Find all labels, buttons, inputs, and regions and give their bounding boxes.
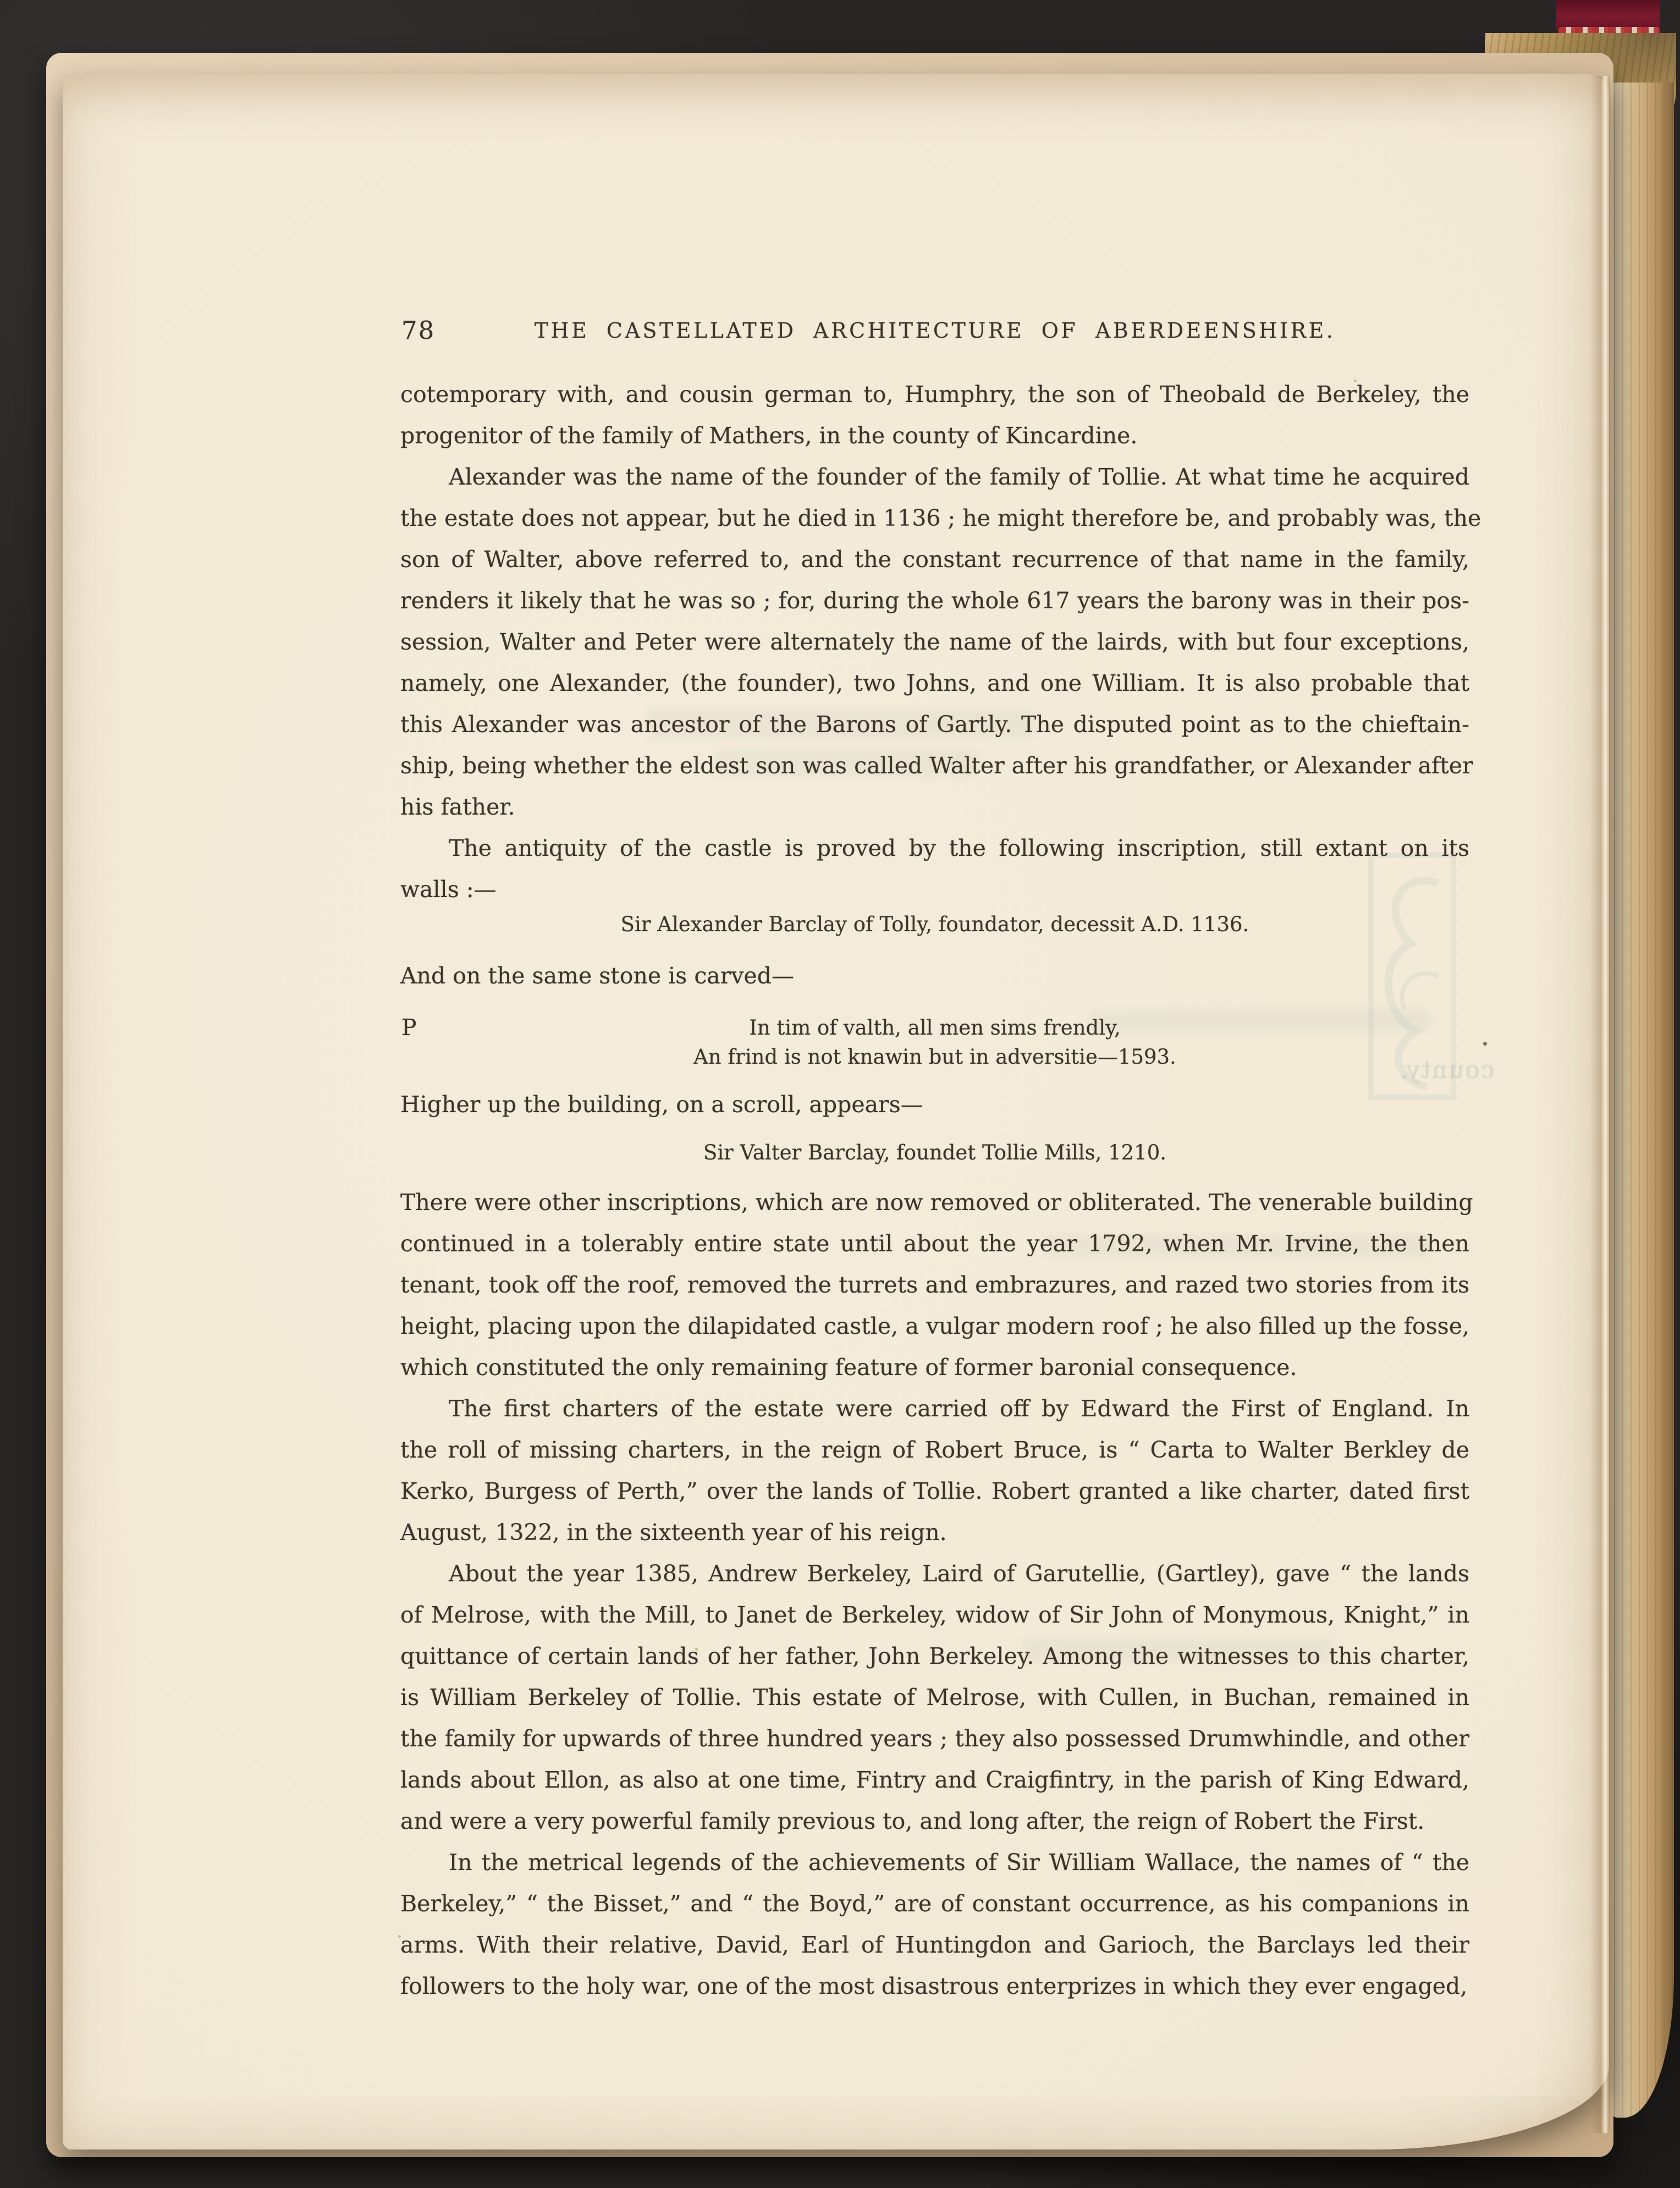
inscription-text: In tim of valth, all men sims frendly,	[749, 1016, 1121, 1040]
page-number: 78	[401, 316, 436, 345]
text-line: his father.	[400, 794, 515, 820]
running-title: THE CASTELLATED ARCHITECTURE OF ABERDEENSHIRE.	[534, 318, 1336, 343]
book-cover-cloth	[1556, 0, 1660, 30]
text-line: lands about Ellon, as also at one time, Fintry and Craigfintry, in the parish of King Edward,	[400, 1767, 1469, 1793]
text-line: In the metrical legends of the achievements of Sir William Wallace, the names of “ the	[449, 1849, 1469, 1876]
text-line: walls :—	[400, 876, 497, 903]
text-line: is William Berkeley of Tollie. This estate of Melrose, with Cullen, in Buchan, remained in	[400, 1684, 1469, 1711]
inscription-line: Sir Alexander Barclay of Tolly, foundator, decessit A.D. 1136.	[620, 912, 1249, 936]
text-line: ship, being whether the eldest son was called Walter after his grandfather, or Alexander after	[400, 752, 1473, 779]
text-line: The first charters of the estate were carried off by Edward the First of England. In	[449, 1395, 1469, 1422]
text-line: arms. With their relative, David, Earl of Huntingdon and Garioch, the Barclays led their	[400, 1932, 1469, 1958]
text-line: Higher up the building, on a scroll, appears—	[400, 1091, 923, 1118]
text-line: of Melrose, with the Mill, to Janet de Berkeley, widow of Sir John of Monymous, Knight,” in	[400, 1602, 1469, 1628]
inscription-line: Sir Valter Barclay, foundet Tollie Mills, 1210.	[703, 1141, 1167, 1164]
page-fore-edge-stack	[1606, 83, 1674, 2118]
text-line: tenant, took off the roof, removed the turrets and embrazures, and razed two stories from its	[400, 1272, 1469, 1298]
text-line: progenitor of the family of Mathers, in the county of Kincardine.	[400, 422, 1138, 449]
text-line: continued in a tolerably entire state until about the year 1792, when Mr. Irvine, the then	[400, 1230, 1469, 1257]
inscription-line	[400, 1007, 1469, 1048]
text-line: There were other inscriptions, which are now removed or obliterated. The venerable building	[400, 1189, 1473, 1216]
text-line: Alexander was the name of the founder of the family of Tollie. At what time he acquired	[449, 464, 1469, 490]
text-line: and were a very powerful family previous to, and long after, the reign of Robert the First.	[400, 1808, 1425, 1834]
text-line: namely, one Alexander, (the founder), two Johns, and one William. It is also probable that	[400, 670, 1469, 696]
signature-mark: P	[401, 1014, 417, 1041]
text-line: The antiquity of the castle is proved by the following inscription, still extant on its	[449, 835, 1469, 861]
text-line: renders it likely that he was so ; for, during the whole 617 years the barony was in their pos-	[400, 587, 1469, 614]
text-line: Kerko, Burgess of Perth,” over the lands of Tollie. Robert granted a like charter, dated first	[400, 1478, 1469, 1504]
text-line: About the year 1385, Andrew Berkeley, Laird of Garutellie, (Gartley), gave “ the lands	[449, 1560, 1469, 1587]
text-line: quittance of certain lands of her father, John Berkeley. Among the witnesses to this charter,	[400, 1643, 1469, 1669]
text-line: son of Walter, above referred to, and the constant recurrence of that name in the family,	[400, 546, 1469, 573]
text-line: session, Walter and Peter were alternately the name of the lairds, with but four exceptions,	[400, 629, 1469, 655]
show-through-word: county.	[1400, 1056, 1495, 1084]
page-header	[400, 314, 1469, 347]
printed-text-block	[400, 314, 1481, 2007]
page-crease	[1590, 76, 1610, 2133]
text-line: which constituted the only remaining feature of former baronial consequence.	[400, 1354, 1297, 1381]
text-line: the roll of missing charters, in the reign of Robert Bruce, is “ Carta to Walter Berkley de	[400, 1437, 1469, 1463]
text-line: August, 1322, in the sixteenth year of his reign.	[400, 1519, 947, 1546]
text-line: followers to the holy war, one of the most disastrous enterprizes in which they ever engaged,	[400, 1973, 1468, 1999]
text-line: Berkeley,” “ the Bisset,” and “ the Boyd,” are of constant occurrence, as his companions in	[400, 1890, 1469, 1917]
text-line: this Alexander was ancestor of the Barons of Gartly. The disputed point as to the chieftain-	[400, 711, 1469, 738]
paper-speck	[1483, 1042, 1487, 1046]
text-line: And on the same stone is carved—	[400, 963, 795, 989]
text-line: the estate does not appear, but he died in 1136 ; he might therefore be, and probably was, the	[400, 505, 1481, 531]
inscription-line: An frind is not knawin but in adversitie—1593.	[693, 1045, 1176, 1069]
text-line: the family for upwards of three hundred years ; they also possessed Drumwhindle, and other	[400, 1725, 1469, 1752]
text-line: height, placing upon the dilapidated castle, a vulgar modern roof ; he also filled up the fosse,	[400, 1313, 1469, 1339]
text-line: cotemporary with, and cousin german to, Humphry, the son of Theobald de Berkeley, the	[400, 381, 1469, 408]
